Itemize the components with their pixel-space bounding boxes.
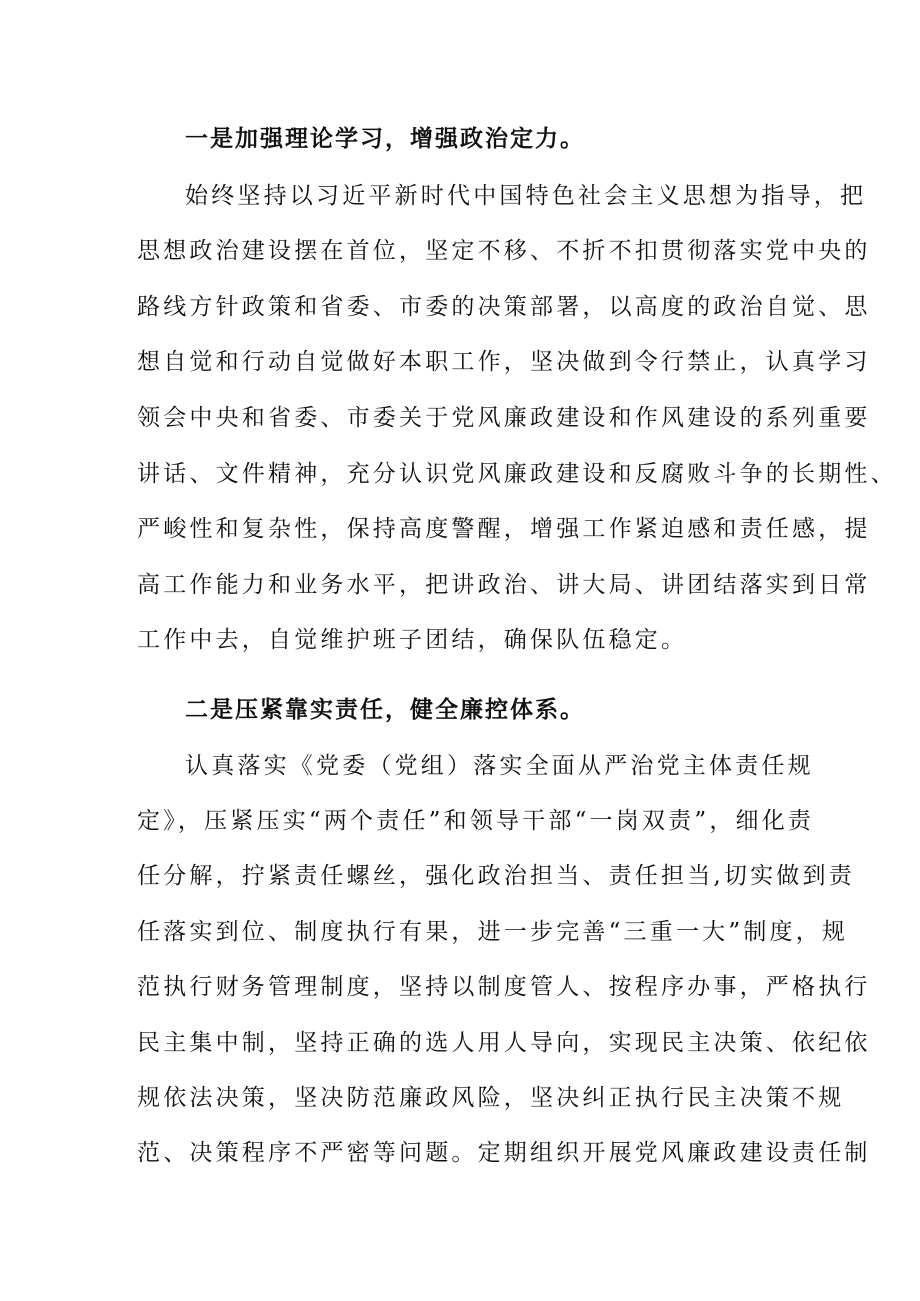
section-2-line: 规依法决策，坚决防范廉政风险，坚决纠正执行民主决策不规 <box>137 1085 845 1111</box>
section-1-line: 严峻性和复杂性，保持高度警醒，增强工作紧迫感和责任感，提 <box>137 516 871 542</box>
section-1-line: 始终坚持以习近平新时代中国特色社会主义思想为指导，把 <box>185 183 867 209</box>
section-2-line: 民主集中制，坚持正确的选人用人导向，实现民主决策、依纪依 <box>137 1030 871 1056</box>
section-1-line: 高工作能力和业务水平，把讲政治、讲大局、讲团结落实到日常 <box>137 572 871 598</box>
section-2-line: 定》，压紧压实“两个责任”和领导干部“一岗双责”，细化责 <box>137 808 815 834</box>
section-1-line: 工作中去，自觉维护班子团结，确保队伍稳定。 <box>137 627 688 653</box>
section-2-line: 认真落实《党委（党组）落实全面从严治党主体责任规 <box>185 753 814 779</box>
section-1-heading: 一是加强理论学习，增强政治定力。 <box>185 125 585 152</box>
section-1-line: 领会中央和省委、市委关于党风廉政建设和作风建设的系列重要 <box>137 405 871 431</box>
section-2-line: 范执行财务管理制度，坚持以制度管人、按程序办事，严格执行 <box>137 974 871 1000</box>
section-2-line: 范、决策程序不严密等问题。定期组织开展党风廉政建设责任制 <box>137 1140 871 1166</box>
section-1-line: 讲话、文件精神，充分认识党风廉政建设和反腐败斗争的长期性、 <box>137 461 897 487</box>
section-2-heading: 二是压紧靠实责任，健全廉控体系。 <box>185 696 585 723</box>
section-1-line: 思想政治建设摆在首位，坚定不移、不折不扣贯彻落实党中央的 <box>137 238 871 264</box>
section-2-line: 任落实到位、制度执行有果，进一步完善“三重一大”制度，规 <box>137 919 849 945</box>
section-1-line: 想自觉和行动自觉做好本职工作，坚决做到令行禁止，认真学习 <box>137 349 871 375</box>
section-1-line: 路线方针政策和省委、市委的决策部署，以高度的政治自觉、思 <box>137 294 871 320</box>
section-2-line: 任分解，拧紧责任螺丝，强化政治担当、责任担当,切实做到责 <box>137 863 855 889</box>
